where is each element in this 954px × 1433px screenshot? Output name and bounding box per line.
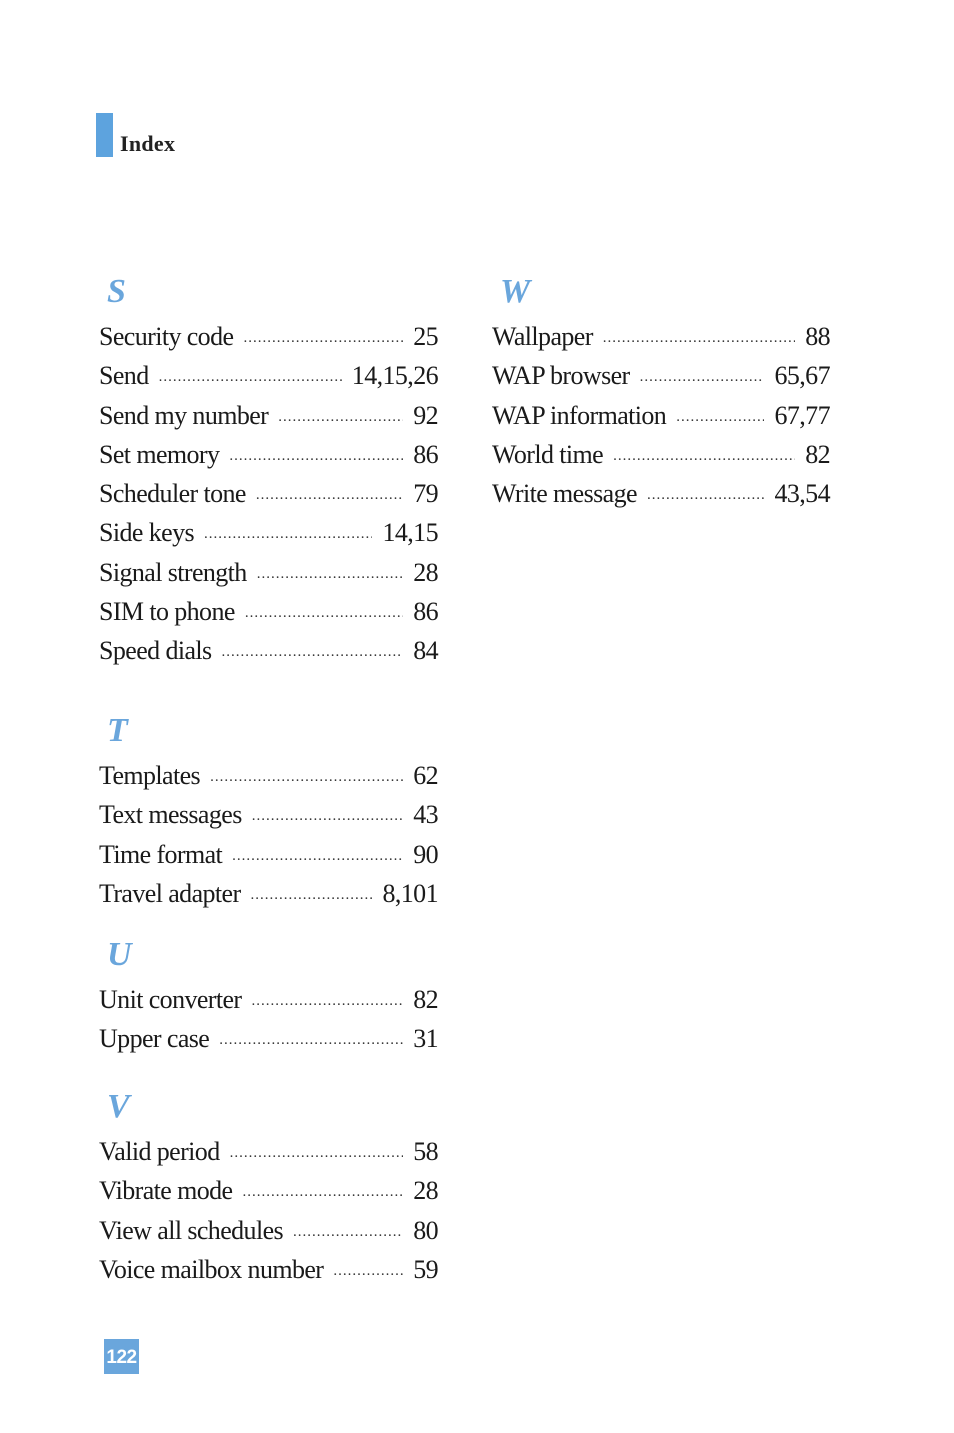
entry-term: Voice mailbox number: [99, 1254, 324, 1284]
index-entry: [99, 1024, 438, 1063]
header-accent-bar: [96, 113, 113, 157]
index-column-left: [99, 270, 438, 1294]
dot-leader: [251, 887, 373, 904]
dot-leader: [647, 487, 765, 504]
index-entry: [99, 1255, 438, 1294]
section-letter: W: [500, 273, 531, 310]
index-entry: [99, 440, 438, 479]
section-letter: V: [107, 1088, 130, 1125]
dot-leader: [256, 487, 403, 504]
entry-term: Time format: [99, 839, 223, 869]
entry-term: Security code: [99, 322, 234, 351]
index-section-v: [99, 1085, 438, 1294]
entry-term: WAP browser: [492, 361, 630, 391]
index-entry: [99, 401, 438, 440]
index-entry: [99, 800, 438, 839]
index-entry: [99, 322, 438, 361]
entry-page-ref: 59: [413, 1254, 438, 1284]
index-entry: [492, 479, 830, 518]
section-letter: U: [107, 936, 132, 973]
index-entry: [99, 558, 438, 597]
index-section-s: [99, 270, 438, 690]
index-entry: [99, 985, 438, 1024]
index-column-right: [492, 270, 830, 518]
dot-leader: [219, 1032, 403, 1049]
index-entry: [99, 636, 438, 675]
entry-term: Travel adapter: [99, 878, 241, 908]
entry-page-ref: 8,101: [382, 878, 438, 908]
entry-page-ref: 84: [413, 636, 438, 666]
entry-page-ref: 86: [413, 439, 438, 469]
entry-page-ref: 80: [413, 1215, 438, 1245]
index-section-t: [99, 709, 438, 933]
index-entry: [492, 361, 830, 400]
dot-leader: [293, 1224, 403, 1241]
entry-page-ref: 88: [805, 322, 830, 351]
dot-leader: [204, 526, 373, 543]
dot-leader: [230, 1145, 404, 1162]
entry-page-ref: 79: [413, 479, 438, 509]
entry-term: Write message: [492, 479, 637, 509]
dot-leader: [243, 330, 403, 347]
dot-leader: [242, 1184, 403, 1201]
dot-leader: [333, 1263, 403, 1280]
entry-list: [99, 1137, 438, 1294]
index-entry: [99, 1137, 438, 1176]
entry-page-ref: 43,54: [774, 479, 830, 509]
index-entry: [492, 401, 830, 440]
entry-term: Valid period: [99, 1137, 220, 1166]
entry-term: Unit converter: [99, 985, 242, 1014]
dot-leader: [232, 848, 403, 865]
index-entry: [99, 518, 438, 557]
index-entry: [99, 1216, 438, 1255]
entry-term: Vibrate mode: [99, 1176, 233, 1206]
page-title: Index: [120, 131, 176, 156]
entry-list: [99, 322, 438, 676]
section-letter: S: [107, 273, 126, 310]
dot-leader: [251, 993, 403, 1010]
dot-leader: [210, 769, 403, 786]
entry-term: SIM to phone: [99, 597, 235, 627]
dot-leader: [159, 369, 342, 386]
entry-term: Wallpaper: [492, 322, 593, 351]
entry-term: Send my number: [99, 400, 269, 430]
index-entry: [99, 1176, 438, 1215]
entry-page-ref: 31: [413, 1024, 438, 1054]
entry-page-ref: 82: [805, 439, 830, 469]
dot-leader: [222, 644, 404, 661]
entry-page-ref: 67,77: [774, 400, 830, 430]
entry-term: WAP information: [492, 400, 667, 430]
entry-term: Text messages: [99, 800, 242, 830]
entry-page-ref: 28: [413, 557, 438, 587]
entry-page-ref: 82: [413, 985, 438, 1014]
entry-term: World time: [492, 439, 604, 469]
dot-leader: [613, 448, 795, 465]
dot-leader: [257, 566, 403, 583]
index-section-w: [492, 270, 830, 518]
dot-leader: [640, 369, 765, 386]
index-entry: [492, 440, 830, 479]
page-number-badge: 122: [104, 1339, 139, 1374]
index-entry: [99, 761, 438, 800]
entry-term: Signal strength: [99, 557, 247, 587]
entry-page-ref: 25: [413, 322, 438, 351]
entry-list: [99, 985, 438, 1064]
index-entry: [99, 840, 438, 879]
entry-term: View all schedules: [99, 1215, 284, 1245]
index-entry: [99, 361, 438, 400]
section-letter: T: [107, 712, 128, 749]
entry-list: [492, 322, 830, 518]
entry-term: Side keys: [99, 518, 194, 548]
index-entry: [99, 879, 438, 918]
entry-term: Speed dials: [99, 636, 212, 666]
entry-page-ref: 92: [413, 400, 438, 430]
entry-page-ref: 14,15,26: [351, 361, 438, 391]
entry-page-ref: 43: [413, 800, 438, 830]
entry-page-ref: 58: [413, 1137, 438, 1166]
index-section-u: [99, 933, 438, 1085]
entry-term: Upper case: [99, 1024, 210, 1054]
dot-leader: [603, 330, 795, 347]
entry-term: Templates: [99, 761, 201, 790]
entry-page-ref: 65,67: [774, 361, 830, 391]
entry-term: Set memory: [99, 439, 220, 469]
entry-page-ref: 14,15: [382, 518, 438, 548]
dot-leader: [676, 409, 764, 426]
dot-leader: [245, 605, 403, 622]
index-entry: [492, 322, 830, 361]
entry-page-ref: 90: [413, 839, 438, 869]
dot-leader: [278, 409, 403, 426]
dot-leader: [252, 808, 403, 825]
entry-term: Send: [99, 361, 149, 391]
entry-list: [99, 761, 438, 918]
index-entry: [99, 597, 438, 636]
dot-leader: [229, 448, 403, 465]
index-entry: [99, 479, 438, 518]
entry-term: Scheduler tone: [99, 479, 246, 509]
entry-page-ref: 86: [413, 597, 438, 627]
entry-page-ref: 62: [413, 761, 438, 790]
entry-page-ref: 28: [413, 1176, 438, 1206]
